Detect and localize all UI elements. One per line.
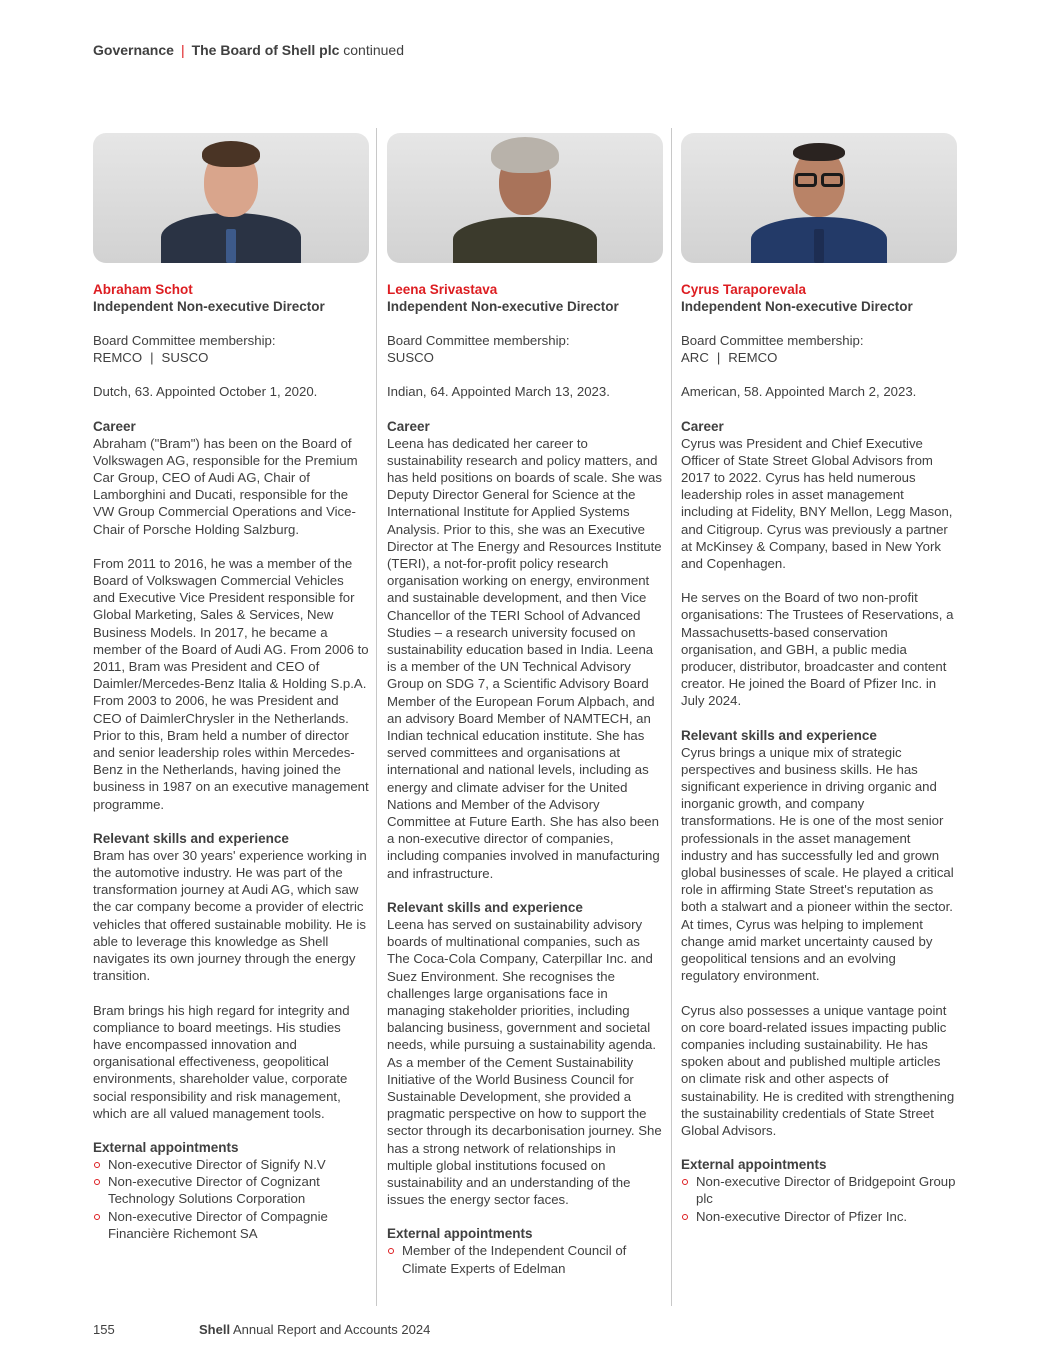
skills-heading: Relevant skills and experience	[681, 727, 877, 743]
career-heading: Career	[93, 418, 136, 434]
page-footer	[93, 1322, 431, 1337]
committee-label: Board Committee membership:	[681, 333, 864, 348]
footer-brand: Shell Annual Report and Accounts 2024	[199, 1322, 431, 1337]
committee-label: Board Committee membership:	[93, 333, 276, 348]
director-card-abraham-schot	[93, 133, 369, 1242]
career-heading: Career	[681, 418, 724, 434]
appointments-list	[387, 1242, 663, 1276]
column-divider	[376, 128, 377, 1306]
director-portrait	[387, 133, 663, 263]
director-role: Independent Non-executive Director	[681, 299, 913, 314]
section-title: Governance	[93, 42, 174, 58]
director-name: Leena Srivastava	[387, 282, 498, 297]
director-role: Independent Non-executive Director	[387, 299, 619, 314]
director-portrait	[93, 133, 369, 263]
skills-paragraph: Leena has served on sustainability advisory boards of multinational companies, such as The Coca-Cola Company, Caterpillar Inc. and Suez Environment. She recognises the challenges large organisations face in managing stakeholder priorities, including balancing business, government and societal needs, while pursuing a sustainability agenda. As a member of the Cement Sustainability Initiative of the World Business Council for Sustainable Development, she provided a pragmatic perspective on how to support the sector through its decarbonisation journey. She has a strong network of relationships in multiple global institutions focused on sustainability and an understanding of the issues the energy sector faces.	[387, 916, 662, 1208]
appointments-list	[681, 1173, 957, 1225]
list-item: Non-executive Director of Signify N.V	[93, 1156, 369, 1173]
career-paragraph: Abraham ("Bram") has been on the Board of Volkswagen AG, responsible for the Premium Car Group, CEO of Audi AG, Chair of Lamborghini and Ducati, responsible for the VW Group Commercial Operations and Vice-Chair of Porsche Holding Salzburg.	[93, 435, 358, 537]
skills-paragraph: Bram brings his high regard for integrity and compliance to board meetings. His studies have encompassed innovation and organisational effectiveness, geopolitical environments, shareholder value, corporate social responsibility and risk management, which are all valued management tools.	[93, 1002, 350, 1121]
appointments-heading: External appointments	[387, 1226, 533, 1242]
skills-heading: Relevant skills and experience	[93, 830, 289, 846]
director-name: Cyrus Taraporevala	[681, 282, 807, 297]
list-item: Non-executive Director of Pfizer Inc.	[681, 1208, 957, 1225]
skills-paragraph: Cyrus also possesses a unique vantage point on core board-related issues impacting public companies including sustainability. He has spoken about and published multiple articles on climate risk and other aspects of sustainability. He is credited with strengthening the sustainability credentials of State Street Global Advisors.	[681, 1002, 955, 1138]
page-title: The Board of Shell plc	[191, 42, 340, 58]
director-portrait	[681, 133, 957, 263]
appointments-list	[93, 1156, 369, 1242]
director-profile: Dutch, 63. Appointed October 1, 2020.	[93, 384, 318, 400]
list-item: Non-executive Director of Bridgepoint Group plc	[681, 1173, 957, 1207]
appointments-heading: External appointments	[93, 1139, 239, 1155]
career-paragraph: From 2011 to 2016, he was a member of the Board of Volkswagen Commercial Vehicles and Executive Vice President responsible for Global Marketing, Sales & Services, New Business Models. In 2017, he became a member of the Board of Audi AG. From 2006 to 2011, Bram was President and CEO of Daimler/Mercedes-Benz Italia & Holding S.p.A. From 2003 to 2006, he was President and CEO of DaimlerChrysler in the Netherlands. Prior to this, Bram held a number of director and senior leadership roles within Mercedes-Benz in the Netherlands, having joined the business in 1987 on an executive management programme.	[93, 555, 369, 812]
list-item: Non-executive Director of Compagnie Financière Richemont SA	[93, 1208, 369, 1242]
director-card-leena-srivastava	[387, 133, 663, 1277]
director-profile: American, 58. Appointed March 2, 2023.	[681, 384, 917, 400]
running-header	[93, 42, 404, 58]
appointments-heading: External appointments	[681, 1157, 827, 1173]
header-separator: |	[180, 42, 185, 58]
skills-heading: Relevant skills and experience	[387, 899, 583, 915]
career-paragraph: Cyrus was President and Chief Executive Officer of State Street Global Advisors from 2017 to 2022. Cyrus has held numerous leadership roles in asset management including at Fidelity, BNY Mellon, Legg Mason, and Citigroup. Cyrus was previously a partner at McKinsey & Company, based in New York and Copenhagen.	[681, 435, 953, 572]
committee-list: ARC | REMCO	[681, 350, 778, 366]
career-heading: Career	[387, 418, 430, 434]
career-paragraph: He serves on the Board of two non-profit organisations: The Trustees of Reservations, a Massachusetts-based conservation organisation, and GBH, a public media producer, distributor, broadcaster and content creator. He joined the Board of Pfizer Inc. in July 2024.	[681, 590, 954, 709]
skills-paragraph: Bram has over 30 years' experience working in the automotive industry. He was part of the transformation journey at Audi AG, which saw the car company become a provider of electric vehicles that offered sustainable mobility. He is able to leverage this knowledge as Shell navigates its own journey through the energy transition.	[93, 847, 367, 984]
skills-paragraph: Cyrus brings a unique mix of strategic perspectives and business skills. He has significant experience in driving organic and inorganic growth, and company transformations. He is one of the most senior professionals in the asset management industry and has successfully led and grown global businesses of scale. He played a critical role in affirming State Street's reputation as both a stalwart and a pioneer within the sector. At times, Cyrus was helping to implement change amid market uncertainty caused by geopolitical tensions and an evolving regulatory environment.	[681, 744, 954, 984]
list-item: Member of the Independent Council of Climate Experts of Edelman	[387, 1242, 663, 1276]
header-suffix: continued	[343, 42, 404, 58]
page-number: 155	[93, 1322, 115, 1337]
director-profile: Indian, 64. Appointed March 13, 2023.	[387, 384, 610, 400]
committee-list: REMCO | SUSCO	[93, 350, 209, 366]
career-paragraph: Leena has dedicated her career to sustainability research and policy matters, and has held positions on boards of scale. She was Deputy Director General for Science at the International Institute for Applied Systems Analysis. Prior to this, she was an Executive Director at The Energy and Resources Institute (TERI), a not-for-profit policy research organisation working on energy, environment and sustainable development, and then Vice Chancellor of the TERI School of Advanced Studies – a research university focused on sustainability education based in India. Leena is a member of the UN Technical Advisory Group on SDG 7, a Scientific Advisory Board Member of the European Forum Alpbach, and an advisory Board Member of NAMTECH, an Indian technical education institute. She has served committees and organisations at international and national levels, including as energy and climate adviser for the United Nations and Member of the Advisory Committee at Future Earth. She has also been a non-executive director of companies, including companies involved in manufacturing and infrastructure.	[387, 435, 662, 881]
director-role: Independent Non-executive Director	[93, 299, 325, 314]
committee-label: Board Committee membership:	[387, 333, 570, 348]
column-divider	[671, 128, 672, 1306]
committee-list: SUSCO	[387, 350, 434, 366]
director-card-cyrus-taraporevala	[681, 133, 957, 1225]
list-item: Non-executive Director of Cognizant Technology Solutions Corporation	[93, 1173, 369, 1207]
director-name: Abraham Schot	[93, 282, 193, 297]
